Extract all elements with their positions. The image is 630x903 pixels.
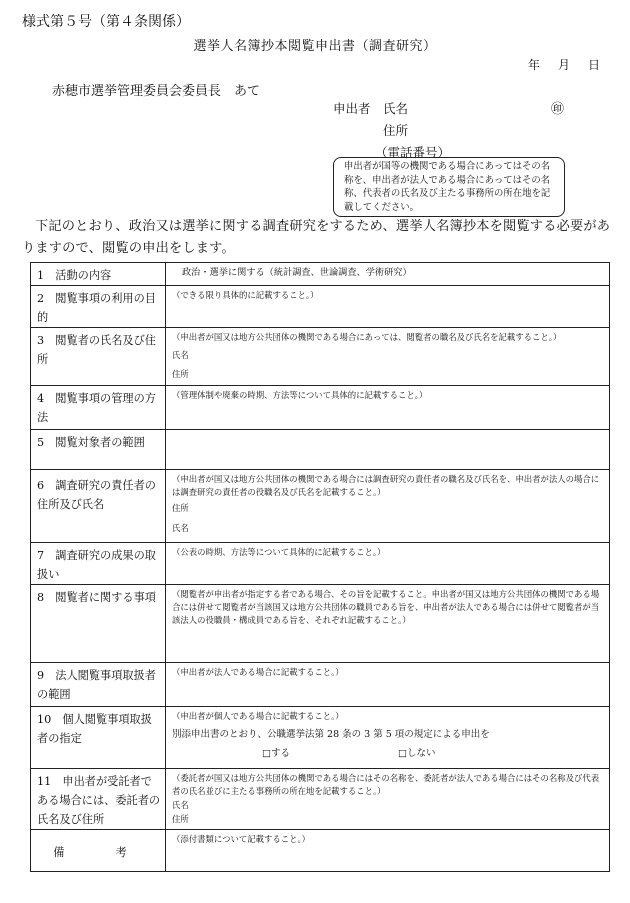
form-number: 様式第５号（第４条関係）	[22, 14, 190, 30]
option-do-not[interactable]: □しない	[397, 748, 436, 759]
sub-label-address: 住所	[172, 369, 189, 379]
row-note: （申出者が国又は地方公共団体の機関である場合には調査研究の責任者の職名及び氏名を、申出者が法人の場合には調査研究の責任者の役職名及び氏名を記載すること。）	[172, 474, 600, 497]
viewer-info-field[interactable]: （閲覧者が申出者が指定する者である場合、その旨を記載すること。申出者が国又は地方公共団体の機関である場合には併せて閲覧者が当該国又は地方公共団体の職員である旨を、申出者が法人である場合には併せて閲覧者が当該法人の役職員・構成員である旨を、それぞれ記載すること。）	[166, 585, 610, 663]
table-row	[31, 386, 610, 430]
row-label: 4 閲覧事項の管理の方法	[31, 386, 166, 430]
document-title: 選挙人名簿抄本閲覧申出書（調査研究）	[193, 39, 437, 54]
sub-label-address: 住所	[172, 814, 189, 824]
row-label: 10 個人閲覧事項取扱者の指定	[31, 707, 166, 769]
address-label: 住所	[383, 123, 409, 138]
row-label: 6 調査研究の責任者の住所及び氏名	[31, 470, 166, 543]
row-note: （申出者が個人である場合に記載すること。）	[172, 711, 344, 721]
row-label: 9 法人閲覧事項取扱者の範囲	[31, 663, 166, 707]
phone-label: （電話番号）	[375, 145, 451, 160]
corporate-handler-field[interactable]: （申出者が法人である場合に記載すること。）	[166, 663, 610, 707]
table-row	[31, 286, 610, 328]
table-row	[31, 830, 610, 872]
seal-mark: ㊞	[551, 102, 565, 117]
viewer-field[interactable]	[166, 328, 610, 386]
application-table	[30, 262, 610, 872]
sub-label-name: 氏名	[172, 523, 189, 533]
table-row	[31, 707, 610, 769]
date-month: 月	[558, 58, 571, 72]
addressee: 赤穂市選挙管理委員会委員長 あて	[52, 84, 261, 99]
sub-label-address: 住所	[172, 503, 189, 513]
table-row	[31, 543, 610, 585]
management-field[interactable]: （管理体制や廃棄の時期、方法等について具体的に記載すること。）	[166, 386, 610, 430]
date-year: 年	[528, 58, 541, 72]
remarks-field[interactable]: （添付書類について記載すること。）	[166, 830, 610, 872]
scope-field[interactable]	[166, 430, 610, 470]
row-label: 7 調査研究の成果の取扱い	[31, 543, 166, 585]
table-row	[31, 430, 610, 470]
consignor-field[interactable]	[166, 769, 610, 830]
row-label: 11 申出者が受託者である場合には、委託者の氏名及び住所	[31, 769, 166, 830]
table-row	[31, 663, 610, 707]
sub-label-name: 氏名	[172, 350, 189, 360]
row-label: 2 閲覧事項の利用の目的	[31, 286, 166, 328]
table-row	[31, 263, 610, 286]
purpose-field[interactable]: （できる限り具体的に記載すること。）	[166, 286, 610, 328]
date-day: 日	[588, 58, 601, 72]
intro-paragraph: 下記のとおり、政治又は選挙に関する調査研究をするため、選挙人名簿抄本を閲覧する必要がありますので、閲覧の申出をします。	[22, 219, 611, 256]
row-label: 5 閲覧対象者の範囲	[31, 430, 166, 470]
row-label: 1 活動の内容	[31, 263, 166, 286]
remarks-label: 備 考	[31, 830, 166, 872]
responsible-field[interactable]	[166, 470, 610, 543]
choice-row	[172, 747, 603, 760]
table-row	[31, 470, 610, 543]
row-note: （申出者が国又は地方公共団体の機関である場合にあっては、閲覧者の職名及び氏名を記載すること。）	[172, 332, 562, 342]
table-row	[31, 585, 610, 663]
table-row	[31, 769, 610, 830]
sub-label-name: 氏名	[172, 800, 189, 810]
statute-line: 別添申出書のとおり、公職選挙法第 28 条の 3 第 5 項の規定による申出を	[172, 729, 490, 740]
applicant-name-label: 申出者 氏名	[333, 101, 409, 116]
applicant-note: 申出者が国等の機関である場合にあってはその名称を、申出者が法人である場合にあってはその名称、代表者の氏名及び主たる事務所の所在地を記載してください。	[333, 157, 565, 217]
activity-content[interactable]: 政治・選挙に関する（統計調査、世論調査、学術研究）	[166, 263, 610, 286]
results-field[interactable]: （公表の時期、方法等について具体的に記載すること。）	[166, 543, 610, 585]
row-label: 3 閲覧者の氏名及び住所	[31, 328, 166, 386]
individual-handler-field[interactable]	[166, 707, 610, 769]
table-row	[31, 328, 610, 386]
option-do[interactable]: □する	[262, 748, 290, 759]
date-line	[510, 56, 600, 73]
row-label: 8 閲覧者に関する事項	[31, 585, 166, 663]
row-note: （委託者が国又は地方公共団体の機関である場合にはその名称を、委託者が法人である場合にはその名称及び代表者の氏名並びに主たる事務所の所在地を記載すること。）	[172, 773, 600, 796]
